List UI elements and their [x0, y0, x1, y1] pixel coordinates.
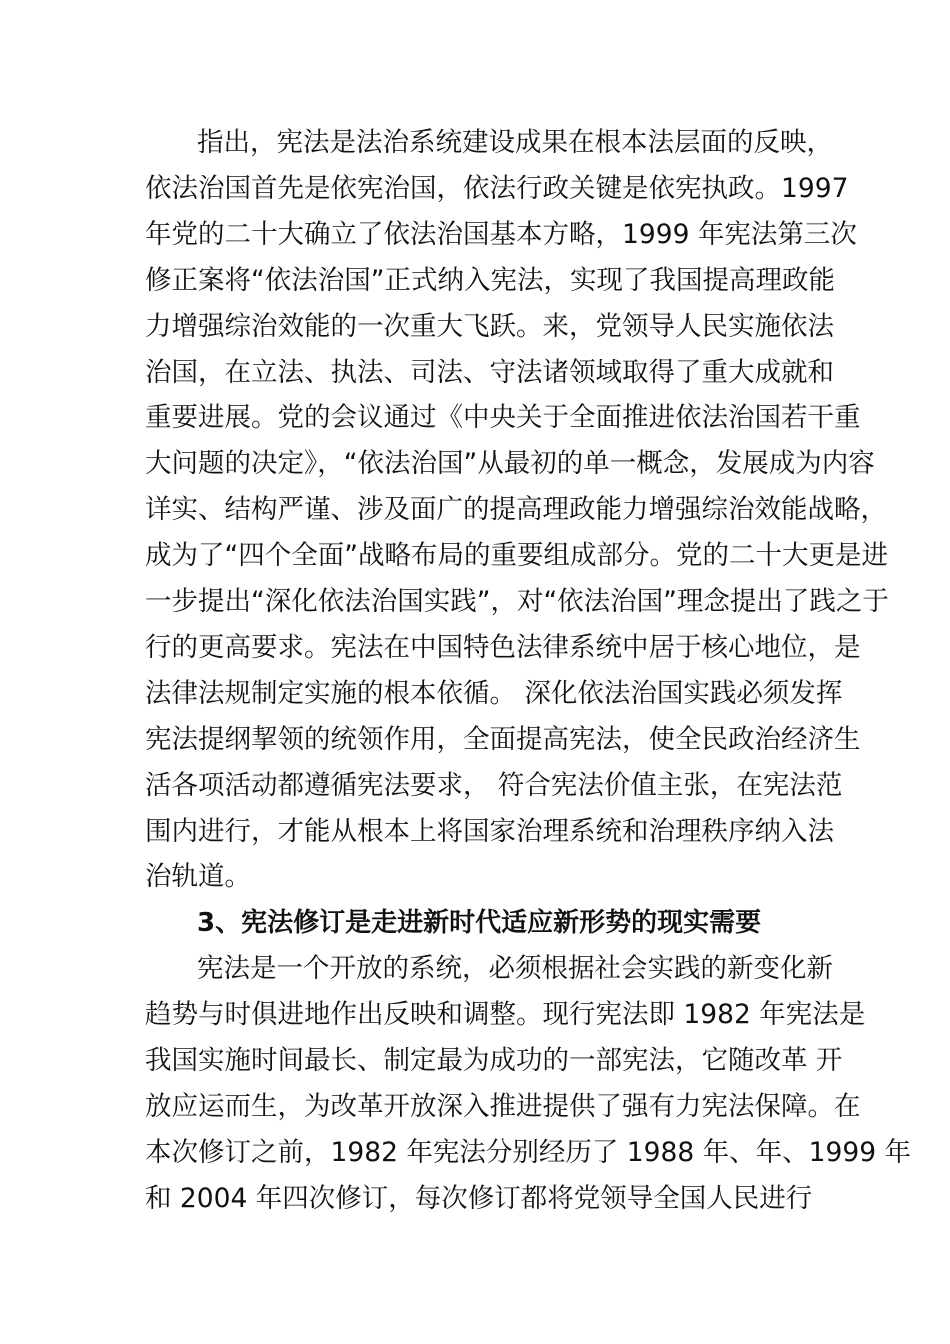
- paragraph-line: 重要进展。党的会议通过《中央关于全面推进依法治国若干重: [145, 402, 861, 434]
- paragraph-line: 宪法提纲挈领的统领作用，全面提高宪法，使全民政治经济生: [145, 723, 861, 755]
- paragraph-line: 治国，在立法、执法、司法、守法诸领域取得了重大成就和: [145, 356, 834, 388]
- paragraph-line: 行的更高要求。宪法在中国特色法律系统中居于核心地位，是: [145, 631, 861, 663]
- paragraph-line: 宪法是一个开放的系统，必须根据社会实践的新变化新: [197, 953, 833, 985]
- paragraph-line: 我国实施时间最长、制定最为成功的一部宪法，它随改革 开: [145, 1045, 843, 1076]
- paragraph-line: 趋势与时俱进地作出反映和调整。现行宪法即 1982 年宪法是: [145, 999, 866, 1031]
- paragraph-line: 一步提出“深化依法治国实践”，对“依法治国”理念提出了践之于: [145, 586, 889, 617]
- paragraph-line: 治轨道。: [145, 861, 251, 893]
- paragraph-line: 大问题的决定》，“依法治国”从最初的单一概念，发展成为内容: [145, 448, 875, 480]
- paragraph-line: 围内进行，才能从根本上将国家治理系统和治理秩序纳入法: [145, 815, 834, 847]
- paragraph-line: 放应运而生，为改革开放深入推进提供了强有力宪法保障。在: [145, 1090, 861, 1122]
- paragraph-line: 年党的二十大确立了依法治国基本方略，1999 年宪法第三次: [145, 218, 857, 250]
- paragraph-line: 依法治国首先是依宪治国，依法行政关键是依宪执政。1997: [145, 172, 849, 204]
- paragraph-line: 和 2004 年四次修订，每次修订都将党领导全国人民进行: [145, 1182, 813, 1214]
- paragraph-line: 活各项活动都遵循宪法要求， 符合宪法价值主张，在宪法范: [145, 769, 843, 801]
- paragraph-line: 修正案将“依法治国”正式纳入宪法，实现了我国提高理政能: [145, 264, 835, 296]
- paragraph-line: 法律法规制定实施的根本依循。 深化依法治国实践必须发挥: [145, 677, 843, 709]
- paragraph-line: 详实、结构严谨、涉及面广的提高理政能力增强综治效能战略，: [145, 494, 887, 526]
- paragraph-line: 力增强综治效能的一次重大飞跃。来，党领导人民实施依法: [145, 310, 834, 342]
- paragraph-line: 指出，宪法是法治系统建设成果在根本法层面的反映，: [197, 127, 833, 158]
- section-heading: 3、宪法修订是走进新时代适应新形势的现实需要: [197, 908, 762, 939]
- paragraph-line: 成为了“四个全面”战略布局的重要组成部分。党的二十大更是进: [145, 540, 888, 572]
- paragraph-line: 本次修订之前，1982 年宪法分别经历了 1988 年、年、1999 年: [145, 1136, 912, 1168]
